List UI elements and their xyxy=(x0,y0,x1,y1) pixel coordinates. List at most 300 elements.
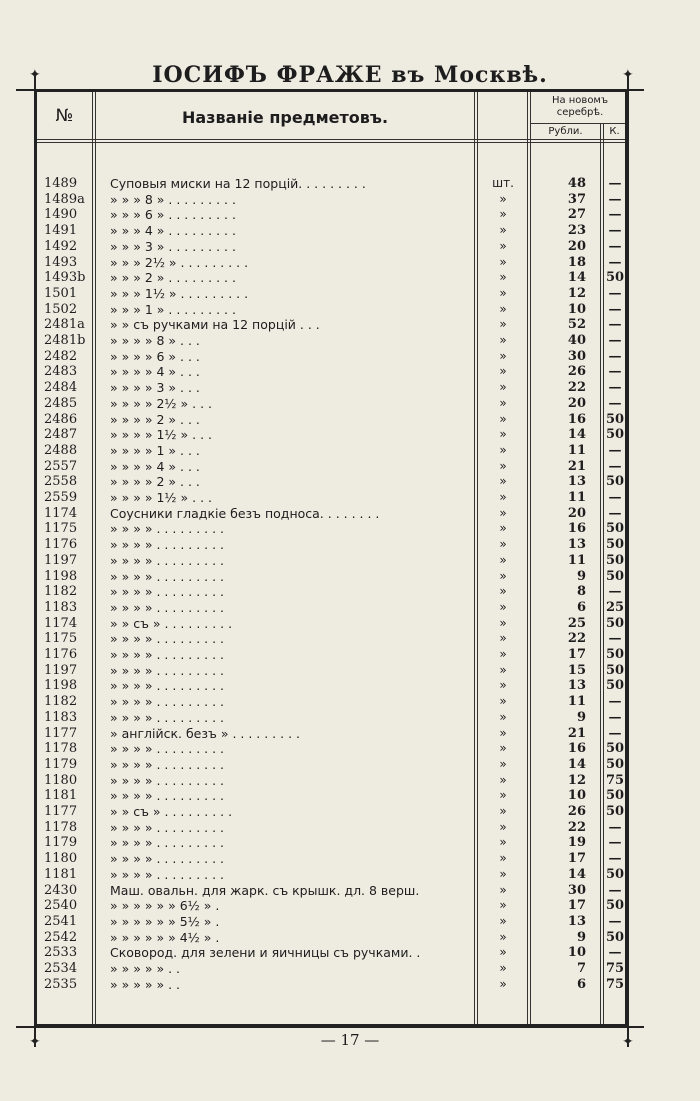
item-number: 1492 xyxy=(44,238,78,254)
table-row xyxy=(0,616,700,632)
price-kop: — xyxy=(608,176,622,191)
table-row xyxy=(0,207,700,223)
price-rub: 9 xyxy=(576,568,586,584)
table-row xyxy=(0,302,700,318)
item-number: 1175 xyxy=(44,631,78,647)
price-rub: 11 xyxy=(567,552,586,568)
price-rub: 27 xyxy=(567,207,586,223)
corner-ornament-icon: ✦ xyxy=(622,67,634,83)
item-name: » » » » . . . . . . . . . xyxy=(110,788,225,804)
item-number: 1180 xyxy=(44,772,78,788)
item-unit: » xyxy=(499,929,507,944)
item-name: » » » » » » 5½ » . xyxy=(110,913,220,929)
price-kop: — xyxy=(608,442,622,458)
item-unit: » xyxy=(499,647,507,661)
table-row xyxy=(0,427,700,443)
price-rub: 12 xyxy=(567,285,586,301)
item-number: 2481b xyxy=(44,333,86,348)
price-kop: — xyxy=(608,238,622,254)
price-kop: 50 xyxy=(605,929,625,945)
item-name: » » » » . . . . . . . . . xyxy=(110,851,225,867)
item-unit: » xyxy=(499,898,507,913)
price-rub: 20 xyxy=(567,395,586,411)
item-name: » англійск. безъ » . . . . . . . . . xyxy=(110,725,300,741)
header-rule xyxy=(37,142,625,143)
item-number: 2541 xyxy=(44,913,78,929)
item-number: 1489 xyxy=(44,176,78,191)
price-rub: 14 xyxy=(567,270,586,286)
table-row xyxy=(0,317,700,333)
price-kop: 50 xyxy=(605,615,625,631)
price-rub: 40 xyxy=(567,333,586,348)
item-number: 1175 xyxy=(44,521,78,537)
item-name: » » съ » . . . . . . . . . xyxy=(110,615,233,631)
item-name: » » » 2½ » . . . . . . . . . xyxy=(110,254,249,270)
item-number: 1183 xyxy=(44,599,78,615)
item-unit: » xyxy=(499,285,507,300)
price-rub: 20 xyxy=(567,238,586,254)
item-number: 2482 xyxy=(44,348,78,364)
price-kop: — xyxy=(608,882,622,898)
item-number: 2535 xyxy=(44,976,78,992)
item-number: 1489a xyxy=(44,191,85,207)
price-rub: 23 xyxy=(567,223,586,239)
table-row xyxy=(0,694,700,710)
item-number: 1176 xyxy=(44,647,78,662)
item-unit: » xyxy=(499,427,507,442)
price-rub: 14 xyxy=(567,756,586,772)
item-name: » » » » 1 » . . . xyxy=(110,442,200,458)
item-name: » » » » 2½ » . . . xyxy=(110,395,213,411)
item-unit: » xyxy=(499,395,507,410)
table-row xyxy=(0,349,700,365)
item-unit: » xyxy=(499,694,507,709)
price-rub: 22 xyxy=(567,819,586,835)
item-number: 2540 xyxy=(44,898,78,914)
header-rub: Рубли. xyxy=(548,126,583,137)
item-number: 1181 xyxy=(44,788,78,804)
price-rub: 11 xyxy=(567,490,586,505)
price-rub: 30 xyxy=(567,348,586,364)
price-rub: 15 xyxy=(567,662,586,678)
item-name: » » » 2 » . . . . . . . . . xyxy=(110,270,236,286)
price-kop: — xyxy=(608,819,622,835)
price-kop: 50 xyxy=(605,678,625,694)
item-number: 1198 xyxy=(44,678,78,694)
table-row xyxy=(0,851,700,867)
price-kop: — xyxy=(608,285,622,301)
price-rub: 6 xyxy=(576,599,586,615)
item-name: » » » » » » 6½ » . xyxy=(110,898,220,914)
price-rub: 20 xyxy=(567,505,586,521)
item-name: » » » » » » 4½ » . xyxy=(110,929,220,945)
table-row xyxy=(0,820,700,836)
table-row xyxy=(0,898,700,914)
price-rub: 17 xyxy=(567,851,586,867)
table-row xyxy=(0,286,700,302)
item-number: 1177 xyxy=(44,804,78,819)
table-row xyxy=(0,364,700,380)
table-row xyxy=(0,726,700,742)
price-rub: 16 xyxy=(567,741,586,757)
item-unit: » xyxy=(499,364,507,379)
table-row xyxy=(0,396,700,412)
price-kop: — xyxy=(608,348,622,364)
item-unit: » xyxy=(499,270,507,285)
item-unit: » xyxy=(499,741,507,756)
item-number: 1174 xyxy=(44,615,78,631)
table-row xyxy=(0,239,700,255)
item-unit: » xyxy=(499,945,507,960)
item-number: 1197 xyxy=(44,552,78,568)
item-number: 1183 xyxy=(44,709,78,725)
item-number: 1501 xyxy=(44,285,78,301)
item-name: » » » » . . . . . . . . . xyxy=(110,756,225,772)
price-rub: 8 xyxy=(576,584,586,600)
item-unit: » xyxy=(499,458,507,473)
item-name: » » » » . . . . . . . . . xyxy=(110,599,225,615)
item-number: 1493b xyxy=(44,270,86,286)
item-number: 1490 xyxy=(44,207,78,223)
item-name: » » » » 2 » . . . xyxy=(110,474,200,490)
page-number: — 17 — xyxy=(320,1031,380,1049)
item-number: 2430 xyxy=(44,882,78,898)
item-number: 1182 xyxy=(44,694,78,710)
price-rub: 16 xyxy=(567,521,586,537)
item-name: » » » » 1½ » . . . xyxy=(110,490,213,505)
price-kop: — xyxy=(608,725,622,741)
item-name: » » » » . . . . . . . . . xyxy=(110,537,225,553)
price-rub: 9 xyxy=(576,929,586,945)
item-unit: » xyxy=(499,882,507,897)
price-rub: 14 xyxy=(567,866,586,882)
item-unit: » xyxy=(499,442,507,457)
price-kop: 75 xyxy=(605,772,625,788)
price-kop: 50 xyxy=(605,788,625,804)
item-unit: » xyxy=(499,851,507,866)
price-kop: — xyxy=(608,505,622,521)
item-name: Суповыя миски на 12 порцій. . . . . . . . . xyxy=(110,176,366,191)
price-rub: 19 xyxy=(567,835,586,851)
item-unit: » xyxy=(499,537,507,552)
item-unit: » xyxy=(499,599,507,614)
table-row xyxy=(0,914,700,930)
table-row xyxy=(0,741,700,757)
price-kop: 50 xyxy=(605,568,625,584)
table-row xyxy=(0,490,700,506)
price-rub: 52 xyxy=(567,317,586,333)
price-rub: 16 xyxy=(567,411,586,427)
table-row xyxy=(0,663,700,679)
price-kop: 50 xyxy=(605,741,625,757)
price-kop: — xyxy=(608,945,622,961)
item-number: 1181 xyxy=(44,866,78,882)
item-name: » » » » 4 » . . . xyxy=(110,458,200,474)
price-kop: 50 xyxy=(605,552,625,568)
item-unit: » xyxy=(499,788,507,803)
item-unit: » xyxy=(499,552,507,567)
item-name: » » » » . . . . . . . . . xyxy=(110,584,225,600)
item-number: 1177 xyxy=(44,725,78,741)
price-rub: 9 xyxy=(576,709,586,725)
page-title: ІОСИФЪ ФРАЖЕ въ Москвѣ. xyxy=(152,62,548,88)
table-row xyxy=(0,631,700,647)
item-number: 1198 xyxy=(44,568,78,584)
table-row xyxy=(0,474,700,490)
table-row xyxy=(0,223,700,239)
item-name: » » » » . . . . . . . . . xyxy=(110,694,225,710)
item-name: » » » » . . . . . . . . . xyxy=(110,647,225,662)
price-kop: — xyxy=(608,395,622,411)
header-name: Названіе предметовъ. xyxy=(181,108,389,127)
item-unit: » xyxy=(499,615,507,630)
item-name: » » » 3 » . . . . . . . . . xyxy=(110,238,236,254)
price-rub: 11 xyxy=(567,694,586,710)
corner-ornament-icon: ✦ xyxy=(622,1034,634,1050)
item-unit: » xyxy=(499,301,507,316)
price-rub: 12 xyxy=(567,772,586,788)
table-row xyxy=(0,945,700,961)
table-row xyxy=(0,600,700,616)
price-kop: 50 xyxy=(605,537,625,553)
price-rub: 10 xyxy=(567,945,586,961)
price-kop: 50 xyxy=(605,866,625,882)
price-rub: 6 xyxy=(576,976,586,992)
table-row xyxy=(0,270,700,286)
table-row xyxy=(0,867,700,883)
table-row xyxy=(0,569,700,585)
price-rub: 7 xyxy=(576,961,586,976)
table-row xyxy=(0,412,700,428)
item-number: 2558 xyxy=(44,474,78,490)
table-row xyxy=(0,255,700,271)
price-kop: 50 xyxy=(605,474,625,490)
item-unit: » xyxy=(499,348,507,363)
item-name: Сковород. для зелени и яичницы съ ручками. . xyxy=(110,945,421,961)
price-rub: 13 xyxy=(567,537,586,553)
table-row xyxy=(0,773,700,789)
item-number: 2557 xyxy=(44,458,78,474)
price-kop: — xyxy=(608,364,622,380)
item-number: 2487 xyxy=(44,427,78,443)
table-row xyxy=(0,380,700,396)
header-number: № xyxy=(55,106,74,126)
item-name: » » » » . . . . . . . . . xyxy=(110,631,225,647)
table-row xyxy=(0,710,700,726)
price-kop: — xyxy=(608,223,622,239)
price-kop: 50 xyxy=(605,662,625,678)
item-unit: » xyxy=(499,584,507,599)
price-kop: — xyxy=(608,835,622,851)
item-unit: » xyxy=(499,474,507,489)
item-unit: » xyxy=(499,411,507,426)
item-unit: » xyxy=(499,835,507,850)
item-number: 1178 xyxy=(44,741,78,757)
table-row xyxy=(0,333,700,349)
item-name: » » » » . . . . . . . . . xyxy=(110,709,225,725)
item-number: 1197 xyxy=(44,662,78,678)
table-row xyxy=(0,553,700,569)
price-kop: — xyxy=(608,709,622,725)
item-number: 2542 xyxy=(44,929,78,945)
table-row xyxy=(0,176,700,192)
price-kop: 50 xyxy=(605,756,625,772)
item-unit: » xyxy=(499,866,507,881)
item-name: » » » » 2 » . . . xyxy=(110,411,200,427)
table-row xyxy=(0,506,700,522)
item-unit: шт. xyxy=(492,176,514,190)
item-unit: » xyxy=(499,662,507,677)
item-name: » » » » . . . . . . . . . xyxy=(110,741,225,757)
price-rub: 10 xyxy=(567,301,586,317)
item-name: » » » » . . . . . . . . . xyxy=(110,678,225,694)
price-rub: 37 xyxy=(567,191,586,207)
item-name: » » » » 4 » . . . xyxy=(110,364,200,380)
price-kop: — xyxy=(608,317,622,333)
item-number: 1502 xyxy=(44,301,78,317)
price-kop: 25 xyxy=(605,599,625,615)
table-row xyxy=(0,883,700,899)
table-row xyxy=(0,537,700,553)
price-kop: — xyxy=(608,191,622,207)
price-kop: — xyxy=(608,301,622,317)
item-name: » » » » . . . . . . . . . xyxy=(110,866,225,882)
price-rub: 25 xyxy=(567,615,586,631)
price-kop: — xyxy=(608,333,622,348)
item-number: 1182 xyxy=(44,584,78,600)
item-name: Маш. овальн. для жарк. съ крышк. дл. 8 верш. xyxy=(110,882,420,898)
item-number: 1180 xyxy=(44,851,78,867)
price-rub: 21 xyxy=(567,458,586,474)
item-unit: » xyxy=(499,913,507,928)
item-unit: » xyxy=(499,191,507,206)
item-unit: » xyxy=(499,631,507,646)
item-unit: » xyxy=(499,568,507,583)
price-rub: 17 xyxy=(567,898,586,914)
price-rub: 26 xyxy=(567,804,586,819)
item-name: » » » » . . . . . . . . . xyxy=(110,568,225,584)
table-row xyxy=(0,977,700,993)
item-number: 2484 xyxy=(44,380,78,396)
price-rub: 22 xyxy=(567,380,586,396)
price-kop: — xyxy=(608,913,622,929)
item-number: 2481a xyxy=(44,317,85,333)
price-kop: 50 xyxy=(605,521,625,537)
item-unit: » xyxy=(499,238,507,253)
price-kop: — xyxy=(608,380,622,396)
table-row xyxy=(0,459,700,475)
table-row xyxy=(0,584,700,600)
price-rub: 13 xyxy=(567,913,586,929)
price-kop: — xyxy=(608,458,622,474)
table-row xyxy=(0,804,700,820)
price-kop: 50 xyxy=(605,411,625,427)
price-kop: 50 xyxy=(605,427,625,443)
corner-ornament-icon: ✦ xyxy=(29,67,41,83)
price-kop: — xyxy=(608,490,622,505)
item-name: » » съ » . . . . . . . . . xyxy=(110,804,233,819)
item-number: 1491 xyxy=(44,223,78,239)
item-name: » » съ ручками на 12 порцій . . . xyxy=(110,317,320,333)
item-unit: » xyxy=(499,254,507,269)
item-number: 2533 xyxy=(44,945,78,961)
price-kop: — xyxy=(608,254,622,270)
price-kop: — xyxy=(608,694,622,710)
table-row xyxy=(0,835,700,851)
item-unit: » xyxy=(499,333,507,347)
item-number: 1179 xyxy=(44,835,78,851)
price-rub: 14 xyxy=(567,427,586,443)
header-price-group: На новомъ серебрѣ. xyxy=(551,95,609,118)
price-rub: 22 xyxy=(567,631,586,647)
price-kop: 50 xyxy=(605,804,625,819)
item-unit: » xyxy=(499,223,507,238)
item-number: 2483 xyxy=(44,364,78,380)
item-name: » » » » . . . . . . . . . xyxy=(110,772,225,788)
item-name: » » » » 6 » . . . xyxy=(110,348,200,364)
table-row xyxy=(0,678,700,694)
item-unit: » xyxy=(499,976,507,991)
item-number: 2486 xyxy=(44,411,78,427)
price-kop: 50 xyxy=(605,647,625,662)
item-unit: » xyxy=(499,505,507,520)
item-number: 1174 xyxy=(44,505,78,521)
price-rub: 17 xyxy=(567,647,586,662)
table-row xyxy=(0,757,700,773)
price-kop: 75 xyxy=(605,976,625,992)
item-name: » » » » . . . . . . . . . xyxy=(110,552,225,568)
table-row xyxy=(0,647,700,663)
item-name: » » » 6 » . . . . . . . . . xyxy=(110,207,236,223)
item-name: » » » » . . . . . . . . . xyxy=(110,835,225,851)
price-rub: 30 xyxy=(567,882,586,898)
item-number: 1178 xyxy=(44,819,78,835)
item-name: » » » » » . . xyxy=(110,976,181,992)
price-rub: 11 xyxy=(567,442,586,458)
table-row xyxy=(0,192,700,208)
table-row xyxy=(0,788,700,804)
price-kop: 50 xyxy=(605,898,625,914)
item-name: » » » 4 » . . . . . . . . . xyxy=(110,223,236,239)
price-rub: 26 xyxy=(567,364,586,380)
corner-ornament-icon: ✦ xyxy=(29,1034,41,1050)
item-number: 1179 xyxy=(44,756,78,772)
price-kop: — xyxy=(608,851,622,867)
item-unit: » xyxy=(499,961,507,975)
price-kop: 75 xyxy=(605,961,625,976)
price-rub: 10 xyxy=(567,788,586,804)
item-name: Соусники гладкіе безъ подноса. . . . . . . . xyxy=(110,505,380,521)
item-name: » » » 1 » . . . . . . . . . xyxy=(110,301,236,317)
table-row xyxy=(0,443,700,459)
item-unit: » xyxy=(499,772,507,787)
item-number: 1176 xyxy=(44,537,78,553)
item-name: » » » » . . . . . . . . . xyxy=(110,662,225,678)
item-unit: » xyxy=(499,380,507,395)
item-number: 2534 xyxy=(44,961,78,976)
item-unit: » xyxy=(499,317,507,332)
price-kop: — xyxy=(608,631,622,647)
item-unit: » xyxy=(499,207,507,222)
price-rub: 18 xyxy=(567,254,586,270)
table-row xyxy=(0,930,700,946)
item-unit: » xyxy=(499,490,507,504)
item-unit: » xyxy=(499,804,507,818)
price-kop: — xyxy=(608,207,622,223)
item-number: 2485 xyxy=(44,395,78,411)
item-unit: » xyxy=(499,756,507,771)
item-unit: » xyxy=(499,521,507,536)
